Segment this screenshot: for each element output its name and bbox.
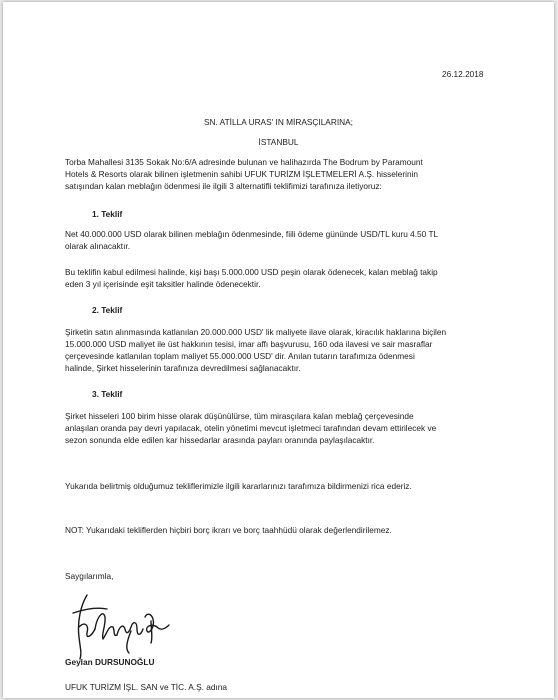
document-page: [3, 2, 554, 698]
handwritten-signature: [65, 587, 175, 662]
offer-1-para-2-line-1: Bu teklifin kabul edilmesi halinde, kişi başı 5.000.000 USD peşin olarak ödenecek, kalan meblağ takip: [65, 267, 438, 277]
salutation: Saygılarımla,: [65, 571, 114, 581]
offer-1-para-2-line-2: eden 3 yıl içerisinde eşit taksitler halinde ödenecektir.: [65, 279, 261, 289]
closing-line: Yukarıda belirtmiş olduğumuz tekliflerimizle ilgili kararlarınızı tarafımıza bildirmenizi rica ederiz.: [65, 481, 412, 491]
offer-2-line-4: halinde, Şirket hisselerinin tarafınıza devredilmesi sağlanacaktır.: [65, 363, 301, 373]
offer-3-line-3: sezon sonunda elde edilen kar hissedarlar arasında payları oranında paylaşılacaktır.: [65, 435, 375, 445]
offer-3-line-1: Şirket hisseleri 100 birim hisse olarak düşünülürse, tüm mirasçılara kalan meblağ çerçevesinde: [65, 411, 414, 421]
offer-2-heading: 2. Teklif: [92, 305, 123, 315]
offer-3-heading: 3. Teklif: [92, 389, 123, 399]
offer-2-line-2: 15.000.000 USD maliyet ile üst hakkının tesisi, imar affı başvurusu, 160 oda ilavesi ve sair masraflar: [65, 339, 433, 349]
offer-2-line-1: Şirketin satın alınmasında katlanılan 20.000.000 USD' lik maliyete ilave olarak, kiracılık haklarına biçilen: [65, 327, 447, 337]
note-line: NOT: Yukarıdaki tekliflerden hiçbiri borç ikrarı ve borç taahhüdü olarak değerlendirilemez.: [65, 525, 392, 535]
letter-date: 26.12.2018: [442, 69, 484, 79]
intro-line-3: satışından kalan meblağın ödenmesi ile ilgili 3 alternatifli teklifimizi tarafınıza iletiyoruz:: [65, 181, 382, 191]
offer-1-para-1-line-2: olarak alınacaktır.: [65, 241, 131, 251]
offer-1-heading: 1. Teklif: [92, 209, 123, 219]
recipient-line: SN. ATİLLA URAS' IN MİRASÇILARINA;: [204, 117, 353, 127]
offer-3-line-2: anlaşılan oranda pay devri yapılacak, otelin yönetimi mevcut işletmeci tarafından devam ettirilecek ve: [65, 423, 437, 433]
intro-line-1: Torba Mahallesi 3135 Sokak No:6/A adresinde bulunan ve halihazırda The Bodrum by Paramount: [65, 157, 423, 167]
offer-1-para-1-line-1: Net 40.000.000 USD olarak bilinen meblağın ödenmesinde, fiili ödeme gününde USD/TL kuru 4.50 TL: [65, 229, 439, 239]
signer-company: UFUK TURİZM İŞL. SAN ve TİC. A.Ş. adına: [65, 682, 227, 692]
offer-2-line-3: çerçevesinde katlanılan toplam maliyet 55.000.000 USD' dir. Anılan tutarın tarafımıza ödenmesi: [65, 351, 415, 361]
signer-name: Geylan DURSUNOĞLU: [65, 657, 155, 667]
intro-line-2: Hotels & Resorts olarak bilinen işletmenin sahibi UFUK TURİZM İŞLETMELERİ A.Ş. hisselerinin: [65, 169, 419, 179]
city-line: İSTANBUL: [258, 137, 299, 147]
